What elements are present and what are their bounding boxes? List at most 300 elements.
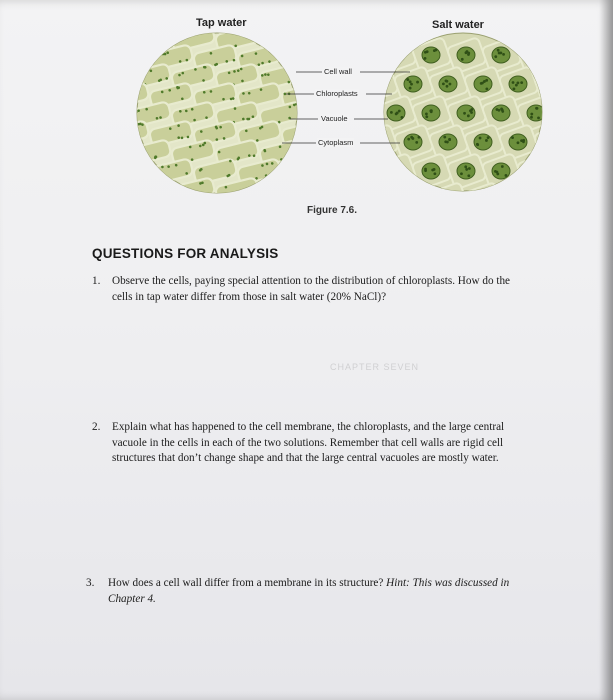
chloroplast xyxy=(353,111,356,114)
chloroplast-clump xyxy=(390,111,393,114)
plasmolyzed-protoplast xyxy=(352,163,370,179)
chloroplast-clump xyxy=(499,52,502,55)
chloroplast-clump xyxy=(418,136,421,139)
chloroplast xyxy=(123,89,126,92)
chloroplast-clump xyxy=(398,166,401,169)
chloroplast xyxy=(93,84,96,87)
chloroplast xyxy=(121,77,124,80)
chloroplast xyxy=(119,102,122,105)
chloroplast xyxy=(374,194,377,197)
chloroplast xyxy=(402,47,405,50)
chloroplast xyxy=(287,30,290,33)
chloroplast-clump xyxy=(535,171,538,174)
plasmolyzed-protoplast xyxy=(562,47,580,63)
chloroplast-clump xyxy=(465,51,468,54)
chloroplast-clump xyxy=(494,170,497,173)
chloroplast-clump xyxy=(590,203,593,206)
question-line: Explain what has happened to the cell membrane, the chloroplasts, and the large central xyxy=(112,421,505,433)
chloroplast xyxy=(372,130,375,133)
chloroplast-clump xyxy=(539,55,542,58)
chloroplast-clump xyxy=(520,139,523,142)
chloroplast-clump xyxy=(571,116,574,119)
chloroplast-clump xyxy=(565,49,568,52)
plasmolyzed-protoplast xyxy=(509,192,527,208)
chloroplast xyxy=(134,48,137,51)
chloroplast-clump xyxy=(550,138,553,141)
chloroplast-clump xyxy=(486,196,489,199)
question-line: structures that don’t change shape and that the large central vacuoles are mostly water. xyxy=(112,452,499,464)
chloroplast xyxy=(264,199,267,202)
chloroplast xyxy=(108,182,111,185)
chloroplast xyxy=(331,79,334,82)
chloroplast-clump xyxy=(592,194,595,197)
chloroplast xyxy=(118,103,121,106)
chloroplast xyxy=(94,71,97,74)
plasmolyzed-protoplast xyxy=(579,192,597,208)
chloroplast xyxy=(135,34,138,37)
salt-water-label: Salt water xyxy=(432,19,484,31)
chloroplast xyxy=(360,85,363,88)
chloroplast-clump xyxy=(425,115,428,118)
chloroplast xyxy=(132,161,135,164)
chloroplast xyxy=(330,54,333,57)
plasmolyzed-protoplast xyxy=(527,163,545,179)
chloroplast-clump xyxy=(425,112,428,115)
question-text xyxy=(112,420,504,467)
chloroplast xyxy=(375,105,378,108)
chloroplast xyxy=(264,186,267,189)
chloroplast-clump xyxy=(501,165,504,168)
chloroplast-clump xyxy=(513,203,516,206)
chloroplast xyxy=(270,197,273,200)
chloroplast-clump xyxy=(520,196,523,199)
chloroplast-clump xyxy=(485,87,488,90)
chloroplast-clump xyxy=(500,107,503,110)
chloroplast xyxy=(319,57,322,60)
chloroplast-clump xyxy=(582,143,585,146)
chloroplast xyxy=(124,88,127,91)
chloroplast-clump xyxy=(469,109,472,112)
question-number: 2. xyxy=(92,421,101,433)
plasmolyzed-protoplast xyxy=(404,76,422,92)
chloroplast-clump xyxy=(589,141,592,144)
chloroplast-clump xyxy=(409,87,412,90)
chloroplast xyxy=(111,54,114,57)
chloroplast xyxy=(353,124,356,127)
chloroplast xyxy=(309,124,312,127)
chloroplast xyxy=(148,30,151,33)
chloroplast-clump xyxy=(431,169,434,172)
plasmolyzed-protoplast xyxy=(562,163,580,179)
chloroplast xyxy=(285,194,288,197)
chloroplast xyxy=(133,49,136,52)
chloroplast xyxy=(312,123,315,126)
chloroplast-clump xyxy=(568,167,571,170)
tap-cell xyxy=(83,139,128,166)
chloroplast-clump xyxy=(536,55,539,58)
figure-caption: Figure 7.6. xyxy=(307,205,358,216)
chloroplast xyxy=(378,66,381,69)
cell-diagram xyxy=(0,0,613,230)
chloroplast-clump xyxy=(382,81,385,84)
question-line: Chapter 4. xyxy=(108,592,156,605)
chloroplast-clump xyxy=(517,141,520,144)
chloroplast-clump xyxy=(533,56,536,59)
chloroplast xyxy=(333,166,336,169)
chloroplast-clump xyxy=(378,83,381,86)
chloroplast xyxy=(318,184,321,187)
tap-cell xyxy=(83,177,128,204)
chloroplast xyxy=(313,198,316,201)
chloroplast-clump xyxy=(540,165,543,168)
chloroplast xyxy=(338,51,341,54)
chloroplast-clump xyxy=(451,194,454,197)
chloroplast xyxy=(378,28,381,31)
chloroplast xyxy=(402,173,405,176)
plasmolyzed-protoplast xyxy=(369,192,387,208)
chloroplast-clump xyxy=(406,78,409,81)
chloroplast-clump xyxy=(357,112,360,115)
figure-7-6 xyxy=(0,0,613,230)
plasmolyzed-protoplast xyxy=(422,47,440,63)
callout-cytoplasm: Cytoplasm xyxy=(318,138,354,147)
chloroplast xyxy=(345,165,348,168)
plasmolyzed-protoplast xyxy=(474,192,492,208)
chloroplast-clump xyxy=(564,49,567,52)
chloroplast xyxy=(87,187,90,190)
chloroplast xyxy=(323,183,326,186)
chloroplast-clump xyxy=(376,140,379,143)
chloroplast xyxy=(108,30,111,33)
chloroplast xyxy=(348,176,351,179)
chloroplast-clump xyxy=(363,172,366,175)
chloroplast xyxy=(299,77,302,80)
chloroplast-clump xyxy=(548,198,551,201)
callout-vacuole: Vacuole xyxy=(321,114,348,123)
chloroplast-clump xyxy=(477,202,480,205)
chloroplast xyxy=(336,27,339,30)
chloroplast-clump xyxy=(442,82,445,85)
chloroplast-clump xyxy=(410,83,413,86)
chloroplast xyxy=(89,187,92,190)
chloroplast xyxy=(344,63,347,66)
chloroplast xyxy=(364,159,367,162)
chloroplast-clump xyxy=(399,168,402,171)
chloroplast xyxy=(159,193,162,196)
chloroplast-clump xyxy=(365,58,368,61)
chloroplast-clump xyxy=(522,202,525,205)
chloroplast-clump xyxy=(588,144,591,147)
chloroplast-clump xyxy=(550,203,553,206)
chloroplast-clump xyxy=(587,201,590,204)
chloroplast xyxy=(155,169,158,172)
chloroplast-clump xyxy=(481,82,484,85)
chloroplast xyxy=(111,105,114,108)
chloroplast-clump xyxy=(591,85,594,88)
chloroplast-clump xyxy=(396,112,399,115)
chloroplast-clump xyxy=(451,202,454,205)
chloroplast xyxy=(353,98,356,101)
chloroplast xyxy=(115,179,118,182)
plasmolyzed-protoplast xyxy=(544,76,562,92)
question-line: cells in tap water differ from those in salt water (20% NaCl)? xyxy=(112,290,387,303)
chloroplast-clump xyxy=(465,168,468,171)
tap-cell xyxy=(127,177,172,204)
salt-cell-wall xyxy=(569,124,609,161)
chloroplast xyxy=(294,64,297,67)
chloroplast xyxy=(292,179,295,182)
chloroplast xyxy=(97,147,100,150)
chloroplast-clump xyxy=(494,55,497,58)
chloroplast xyxy=(181,186,184,189)
chloroplast-clump xyxy=(389,56,392,59)
chloroplast xyxy=(321,32,324,35)
chloroplast xyxy=(311,122,314,125)
chloroplast-clump xyxy=(464,165,467,168)
tap-water-micrograph xyxy=(83,25,414,204)
chloroplast-clump xyxy=(532,169,535,172)
chloroplast-clump xyxy=(445,80,448,83)
chloroplast-clump xyxy=(515,201,518,204)
chloroplast-clump xyxy=(414,202,417,205)
chloroplast xyxy=(320,33,323,36)
plasmolyzed-protoplast xyxy=(352,105,370,121)
chloroplast xyxy=(162,178,165,181)
chloroplast xyxy=(309,161,312,164)
tap-cell xyxy=(347,63,392,90)
tap-cell xyxy=(347,177,392,204)
chloroplast-clump xyxy=(548,194,551,197)
chloroplast-clump xyxy=(375,199,378,202)
chloroplast xyxy=(355,186,358,189)
chloroplast xyxy=(370,82,373,85)
chloroplast xyxy=(114,118,117,121)
chloroplast-clump xyxy=(412,199,415,202)
chloroplast xyxy=(315,174,318,177)
chloroplast xyxy=(349,100,352,103)
chloroplast xyxy=(192,30,195,33)
chloroplast-clump xyxy=(400,57,403,60)
tap-cell xyxy=(303,177,348,204)
chloroplast-clump xyxy=(484,198,487,201)
chloroplast-clump xyxy=(460,172,463,175)
chloroplast-clump xyxy=(549,200,552,203)
chloroplast xyxy=(290,41,293,44)
chloroplast-clump xyxy=(501,110,504,113)
chloroplast-clump xyxy=(551,136,554,139)
chloroplast xyxy=(290,179,293,182)
callout-chloroplasts: Chloroplasts xyxy=(316,89,358,98)
chloroplast xyxy=(128,49,131,52)
question-number: 1. xyxy=(92,275,101,287)
chloroplast-clump xyxy=(530,116,533,119)
chloroplast xyxy=(119,78,122,81)
chloroplast-clump xyxy=(513,87,516,90)
chloroplast xyxy=(254,191,257,194)
chloroplast-clump xyxy=(497,49,500,52)
chloroplast xyxy=(149,196,152,199)
chloroplast xyxy=(327,168,330,171)
chloroplast xyxy=(379,155,382,158)
salt-cell-wall xyxy=(552,153,592,190)
chloroplast xyxy=(252,192,255,195)
chloroplast xyxy=(112,118,115,121)
chloroplast xyxy=(317,160,320,163)
salt-cell-wall xyxy=(534,182,574,219)
chloroplast xyxy=(305,36,308,39)
chloroplast-clump xyxy=(564,114,567,117)
chloroplast xyxy=(353,49,356,52)
chloroplast-clump xyxy=(569,56,572,59)
chloroplast xyxy=(361,160,364,163)
chloroplast xyxy=(133,73,136,76)
chloroplast-clump xyxy=(411,137,414,140)
chloroplast-clump xyxy=(449,203,452,206)
chloroplast-clump xyxy=(592,84,595,87)
chloroplast xyxy=(349,113,352,116)
chloroplast xyxy=(335,129,338,132)
chloroplast-clump xyxy=(443,136,446,139)
plasmolyzed-protoplast xyxy=(579,134,597,150)
chloroplast xyxy=(323,158,326,161)
chloroplast-clump xyxy=(398,51,401,54)
chloroplast xyxy=(357,185,360,188)
chloroplast-clump xyxy=(574,57,577,60)
chloroplast-clump xyxy=(573,169,576,172)
chloroplast xyxy=(390,176,393,179)
chloroplast xyxy=(100,158,103,161)
tap-water-label: Tap water xyxy=(196,17,247,29)
chloroplast xyxy=(301,49,304,52)
chloroplast-clump xyxy=(424,168,427,171)
chloroplast-clump xyxy=(531,165,534,168)
chloroplast xyxy=(380,40,383,43)
chloroplast xyxy=(303,163,306,166)
chloroplast-clump xyxy=(433,172,436,175)
chloroplast-clump xyxy=(586,81,589,84)
chloroplast xyxy=(96,45,99,48)
chloroplast-clump xyxy=(418,196,421,199)
chloroplast xyxy=(93,34,96,37)
tap-cell xyxy=(281,158,326,185)
chloroplast xyxy=(313,47,316,50)
chloroplast xyxy=(397,162,400,165)
chloroplast xyxy=(99,122,102,125)
chloroplast-clump xyxy=(401,116,404,119)
chloroplast xyxy=(195,30,198,33)
chloroplast-clump xyxy=(360,172,363,175)
chloroplast-clump xyxy=(467,174,470,177)
chloroplast-clump xyxy=(378,195,381,198)
question-text xyxy=(112,274,510,305)
chloroplast xyxy=(344,126,347,129)
chloroplast xyxy=(246,193,249,196)
chloroplast xyxy=(133,36,136,39)
chloroplast xyxy=(290,192,293,195)
plasmolyzed-protoplast xyxy=(544,192,562,208)
chloroplast xyxy=(106,158,109,161)
chloroplast xyxy=(398,175,401,178)
chloroplast xyxy=(268,34,271,37)
chloroplast xyxy=(336,179,339,182)
chloroplast xyxy=(299,164,302,167)
salt-cell-wall xyxy=(499,182,539,219)
chloroplast xyxy=(115,53,118,56)
chloroplast-clump xyxy=(381,194,384,197)
chloroplast-clump xyxy=(407,138,410,141)
chloroplast-clump xyxy=(358,111,361,114)
chloroplast xyxy=(363,71,366,74)
chloroplast-clump xyxy=(382,78,385,81)
hint-text: Hint: This was discussed in xyxy=(386,577,510,589)
chloroplast xyxy=(130,137,133,140)
chloroplast-clump xyxy=(424,51,427,54)
chloroplast xyxy=(336,53,339,56)
salt-cell-wall xyxy=(342,153,382,190)
chloroplast xyxy=(363,109,366,112)
chloroplast xyxy=(290,154,293,157)
chloroplast xyxy=(194,31,197,34)
chloroplast xyxy=(262,35,265,38)
chloroplast-clump xyxy=(461,58,464,61)
chloroplast-clump xyxy=(361,170,364,173)
chloroplast xyxy=(296,52,299,55)
chloroplast xyxy=(302,139,305,142)
chloroplast-clump xyxy=(556,137,559,140)
chloroplast xyxy=(337,180,340,183)
chloroplast-clump xyxy=(547,82,550,85)
chloroplast xyxy=(130,88,133,91)
chloroplast-clump xyxy=(591,140,594,143)
chloroplast xyxy=(317,58,320,61)
chloroplast xyxy=(299,128,302,131)
chloroplast-clump xyxy=(463,112,466,115)
chloroplast-clump xyxy=(372,194,375,197)
chloroplast xyxy=(375,66,378,69)
chloroplast-clump xyxy=(485,139,488,142)
tap-cell xyxy=(325,158,370,185)
chloroplast xyxy=(338,103,341,106)
tap-cell xyxy=(83,101,128,128)
chloroplast xyxy=(176,200,179,203)
bleed-through-text: CHAPTER SEVEN xyxy=(330,362,420,372)
tap-cell xyxy=(281,44,326,71)
chloroplast xyxy=(112,156,115,159)
salt-cell-wall xyxy=(569,182,609,219)
tap-cell xyxy=(105,44,150,71)
plasmolyzed-protoplast xyxy=(369,134,387,150)
salt-cell-wall xyxy=(359,182,399,219)
salt-cell-wall xyxy=(552,95,592,132)
tap-cell xyxy=(303,25,348,52)
chloroplast-clump xyxy=(530,113,533,116)
chloroplast-clump xyxy=(376,81,379,84)
plasmolyzed-protoplast xyxy=(562,105,580,121)
chloroplast xyxy=(146,184,149,187)
chloroplast xyxy=(90,187,93,190)
chloroplast-clump xyxy=(378,137,381,140)
salt-cell-wall xyxy=(569,66,609,103)
chloroplast xyxy=(119,128,122,131)
chloroplast-clump xyxy=(557,145,560,148)
chloroplast-clump xyxy=(586,79,589,82)
chloroplast xyxy=(268,199,271,202)
chloroplast-clump xyxy=(435,49,438,52)
chloroplast xyxy=(88,72,91,75)
salt-water-micrograph xyxy=(342,33,609,219)
chloroplast-clump xyxy=(444,198,447,201)
chloroplast-clump xyxy=(498,109,501,112)
